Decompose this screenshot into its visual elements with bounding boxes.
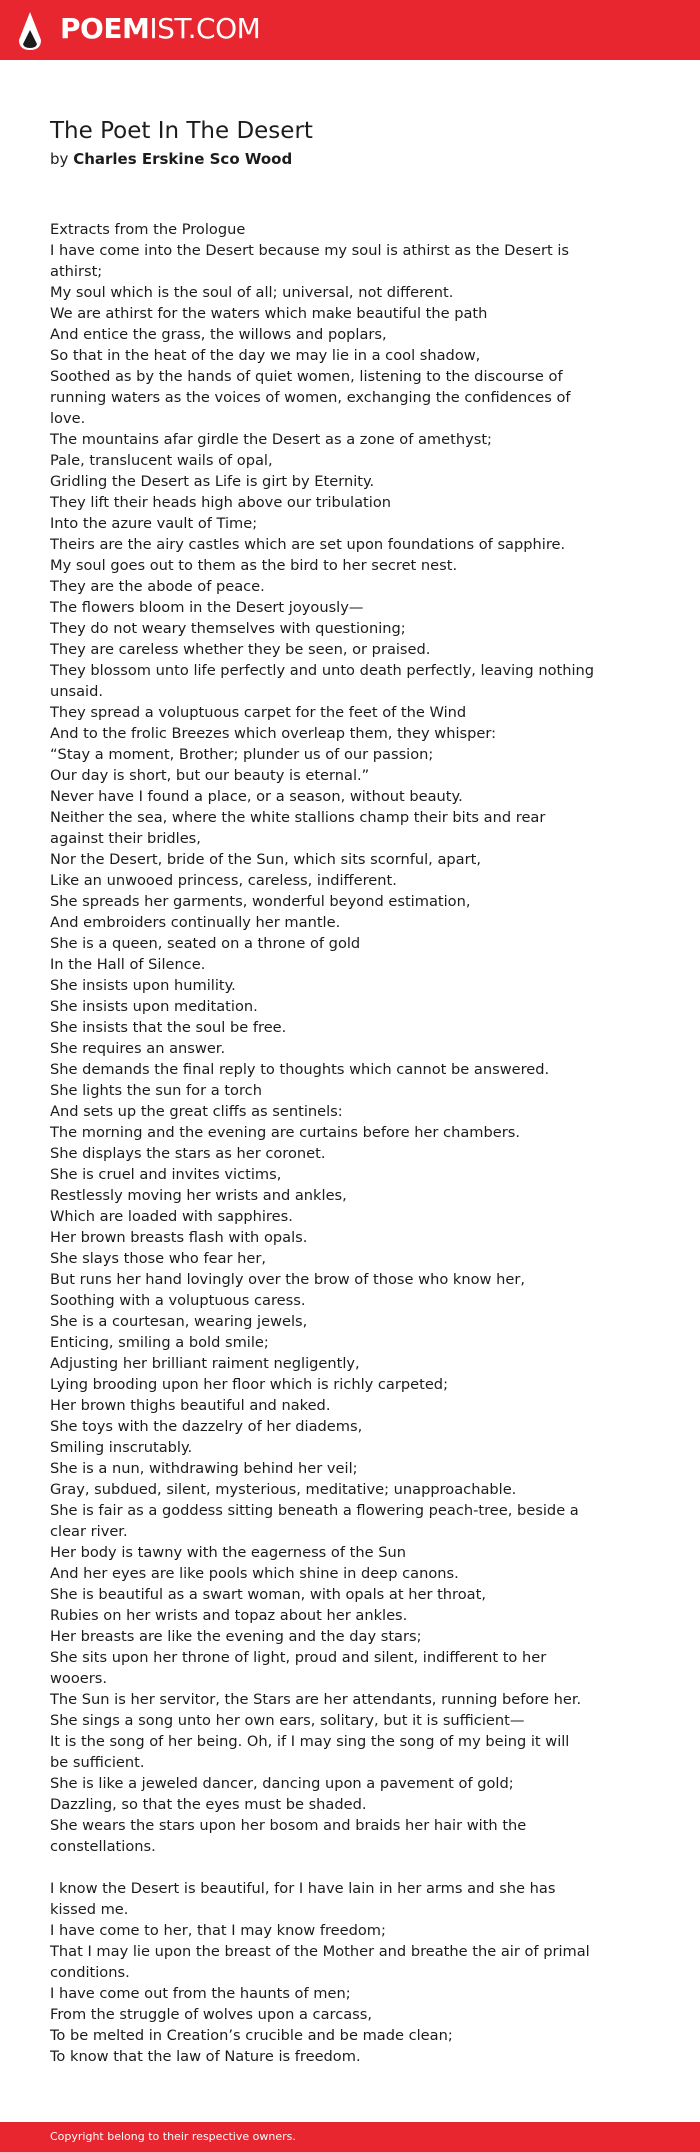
poem-line: Her brown breasts flash with opals. <box>50 1229 308 1246</box>
poem-line: clear river. <box>50 1523 128 1540</box>
poem-line: be sufficient. <box>50 1754 145 1771</box>
poem-line: Nor the Desert, bride of the Sun, which sits scornful, apart, <box>50 851 481 868</box>
poem-line: She insists upon meditation. <box>50 998 258 1015</box>
poem-line: She is a queen, seated on a throne of gold <box>50 935 361 952</box>
site-logo[interactable] <box>60 12 260 46</box>
poem-line: She is fair as a goddess sitting beneath a flowering peach-tree, beside a <box>50 1502 579 1519</box>
by-label: by <box>50 150 69 168</box>
poem-line: Soothing with a voluptuous caress. <box>50 1292 306 1309</box>
poem-line: And entice the grass, the willows and poplars, <box>50 326 387 343</box>
poem-line: To be melted in Creation’s crucible and be made clean; <box>50 2027 453 2044</box>
poem-line: And her eyes are like pools which shine in deep canons. <box>50 1565 459 1582</box>
copyright-text: Copyright belong to their respective owners. <box>50 2130 296 2143</box>
poem-line: Like an unwooed princess, careless, indifferent. <box>50 872 397 889</box>
poem-line: Rubies on her wrists and topaz about her ankles. <box>50 1607 408 1624</box>
stanza-break <box>50 1857 610 1878</box>
poem-line: constellations. <box>50 1838 156 1855</box>
poem-line: From the struggle of wolves upon a carcass, <box>50 2006 373 2023</box>
pen-nib-icon[interactable] <box>17 10 43 52</box>
poem-line: She demands the final reply to thoughts which cannot be answered. <box>50 1061 550 1078</box>
poem-line: running waters as the voices of women, exchanging the confidences of love. <box>50 389 571 427</box>
poem-line: athirst; <box>50 263 103 280</box>
poem-line: And to the frolic Breezes which overleap them, they whisper: <box>50 725 497 742</box>
poem-line: She toys with the dazzelry of her diadems, <box>50 1418 363 1435</box>
poem-line: That I may lie upon the breast of the Mother and breathe the air of primal <box>50 1943 590 1960</box>
poem-line: We are athirst for the waters which make beautiful the path <box>50 305 488 322</box>
poem-line: She sings a song unto her own ears, solitary, but it is sufficient— <box>50 1712 525 1729</box>
poem-line: So that in the heat of the day we may lie in a cool shadow, <box>50 347 481 364</box>
poem-line: Her breasts are like the evening and the day stars; <box>50 1628 422 1645</box>
poem-line: Her brown thighs beautiful and naked. <box>50 1397 331 1414</box>
poem-line: She spreads her garments, wonderful beyond estimation, <box>50 893 471 910</box>
poem-line: They are the abode of peace. <box>50 578 265 595</box>
poem-line: Extracts from the Prologue <box>50 221 246 238</box>
poem-line: To know that the law of Nature is freedom. <box>50 2048 361 2065</box>
poem-line: They lift their heads high above our tribulation <box>50 494 391 511</box>
poem-line: Never have I found a place, or a season, without beauty. <box>50 788 463 805</box>
poem-line: She slays those who fear her, <box>50 1250 267 1267</box>
poem-line: Neither the sea, where the white stallions champ their bits and rear <box>50 809 546 826</box>
poem-line: She wears the stars upon her bosom and braids her hair with the <box>50 1817 527 1834</box>
poem-line: She sits upon her throne of light, proud and silent, indifferent to her <box>50 1649 547 1666</box>
poem-line: She insists upon humility. <box>50 977 236 994</box>
poem-line: The Sun is her servitor, the Stars are her attendants, running before her. <box>50 1691 582 1708</box>
poem-line: They spread a voluptuous carpet for the feet of the Wind <box>50 704 467 721</box>
poem-line: My soul which is the soul of all; universal, not different. <box>50 284 454 301</box>
poem-line: They are careless whether they be seen, or praised. <box>50 641 431 658</box>
poem-line: She is like a jeweled dancer, dancing upon a pavement of gold; <box>50 1775 514 1792</box>
poem-line: Into the azure vault of Time; <box>50 515 258 532</box>
poem-line: Our day is short, but our beauty is eternal.” <box>50 767 370 784</box>
poem-line: conditions. <box>50 1964 130 1981</box>
poem-line: They blossom unto life perfectly and unto death perfectly, leaving nothing <box>50 662 595 679</box>
poem-line: Which are loaded with sapphires. <box>50 1208 293 1225</box>
poem-line: I know the Desert is beautiful, for I have lain in her arms and she has <box>50 1880 556 1897</box>
poem-line: The flowers bloom in the Desert joyously— <box>50 599 364 616</box>
poem-line: She requires an answer. <box>50 1040 226 1057</box>
poem-line: Enticing, smiling a bold smile; <box>50 1334 269 1351</box>
poem-line: She is cruel and invites victims, <box>50 1166 282 1183</box>
poem-line: Dazzling, so that the eyes must be shaded. <box>50 1796 367 1813</box>
logo-text-light: IST.COM <box>149 12 261 45</box>
poem-byline <box>50 148 292 170</box>
poem-line: Lying brooding upon her floor which is richly carpeted; <box>50 1376 448 1393</box>
poem-line: She is beautiful as a swart woman, with opals at her throat, <box>50 1586 486 1603</box>
poem-line: She lights the sun for a torch <box>50 1082 262 1099</box>
poem-line: Gridling the Desert as Life is girt by Eternity. <box>50 473 375 490</box>
poem-line: I have come to her, that I may know freedom; <box>50 1922 386 1939</box>
poem-body <box>50 219 610 2067</box>
poem-line: wooers. <box>50 1670 108 1687</box>
poem-line: The mountains afar girdle the Desert as a zone of amethyst; <box>50 431 492 448</box>
poem-line: kissed me. <box>50 1901 129 1918</box>
poem-line: My soul goes out to them as the bird to her secret nest. <box>50 557 458 574</box>
logo-text-bold: POEM <box>60 12 150 45</box>
poem-line: Theirs are the airy castles which are set upon foundations of sapphire. <box>50 536 566 553</box>
poem-line: I have come out from the haunts of men; <box>50 1985 351 2002</box>
poem-line: unsaid. <box>50 683 104 700</box>
poem-line: She displays the stars as her coronet. <box>50 1145 326 1162</box>
poem-line: But runs her hand lovingly over the brow of those who know her, <box>50 1271 525 1288</box>
poem-line: Restlessly moving her wrists and ankles, <box>50 1187 347 1204</box>
site-header <box>0 0 700 60</box>
author-name[interactable]: Charles Erskine Sco Wood <box>73 150 293 168</box>
poem-line: It is the song of her being. Oh, if I may sing the song of my being it will <box>50 1733 570 1750</box>
poem-line: “Stay a moment, Brother; plunder us of our passion; <box>50 746 434 763</box>
poem-line: In the Hall of Silence. <box>50 956 206 973</box>
poem-line: against their bridles, <box>50 830 201 847</box>
poem-line: Her body is tawny with the eagerness of the Sun <box>50 1544 406 1561</box>
poem-line: She insists that the soul be free. <box>50 1019 287 1036</box>
site-footer <box>0 2122 700 2152</box>
poem-line: Adjusting her brilliant raiment negligently, <box>50 1355 360 1372</box>
poem-line: I have come into the Desert because my soul is athirst as the Desert is <box>50 242 569 259</box>
poem-line: She is a nun, withdrawing behind her veil; <box>50 1460 358 1477</box>
poem-line: Gray, subdued, silent, mysterious, meditative; unapproachable. <box>50 1481 517 1498</box>
poem-line: The morning and the evening are curtains before her chambers. <box>50 1124 520 1141</box>
poem-title: The Poet In The Desert <box>50 118 313 144</box>
poem-line: And embroiders continually her mantle. <box>50 914 341 931</box>
poem-line: They do not weary themselves with questioning; <box>50 620 406 637</box>
poem-line: Pale, translucent wails of opal, <box>50 452 273 469</box>
poem-line: Smiling inscrutably. <box>50 1439 193 1456</box>
poem-line: And sets up the great cliffs as sentinels: <box>50 1103 343 1120</box>
poem-line: She is a courtesan, wearing jewels, <box>50 1313 308 1330</box>
poem-line: Soothed as by the hands of quiet women, listening to the discourse of <box>50 368 563 385</box>
